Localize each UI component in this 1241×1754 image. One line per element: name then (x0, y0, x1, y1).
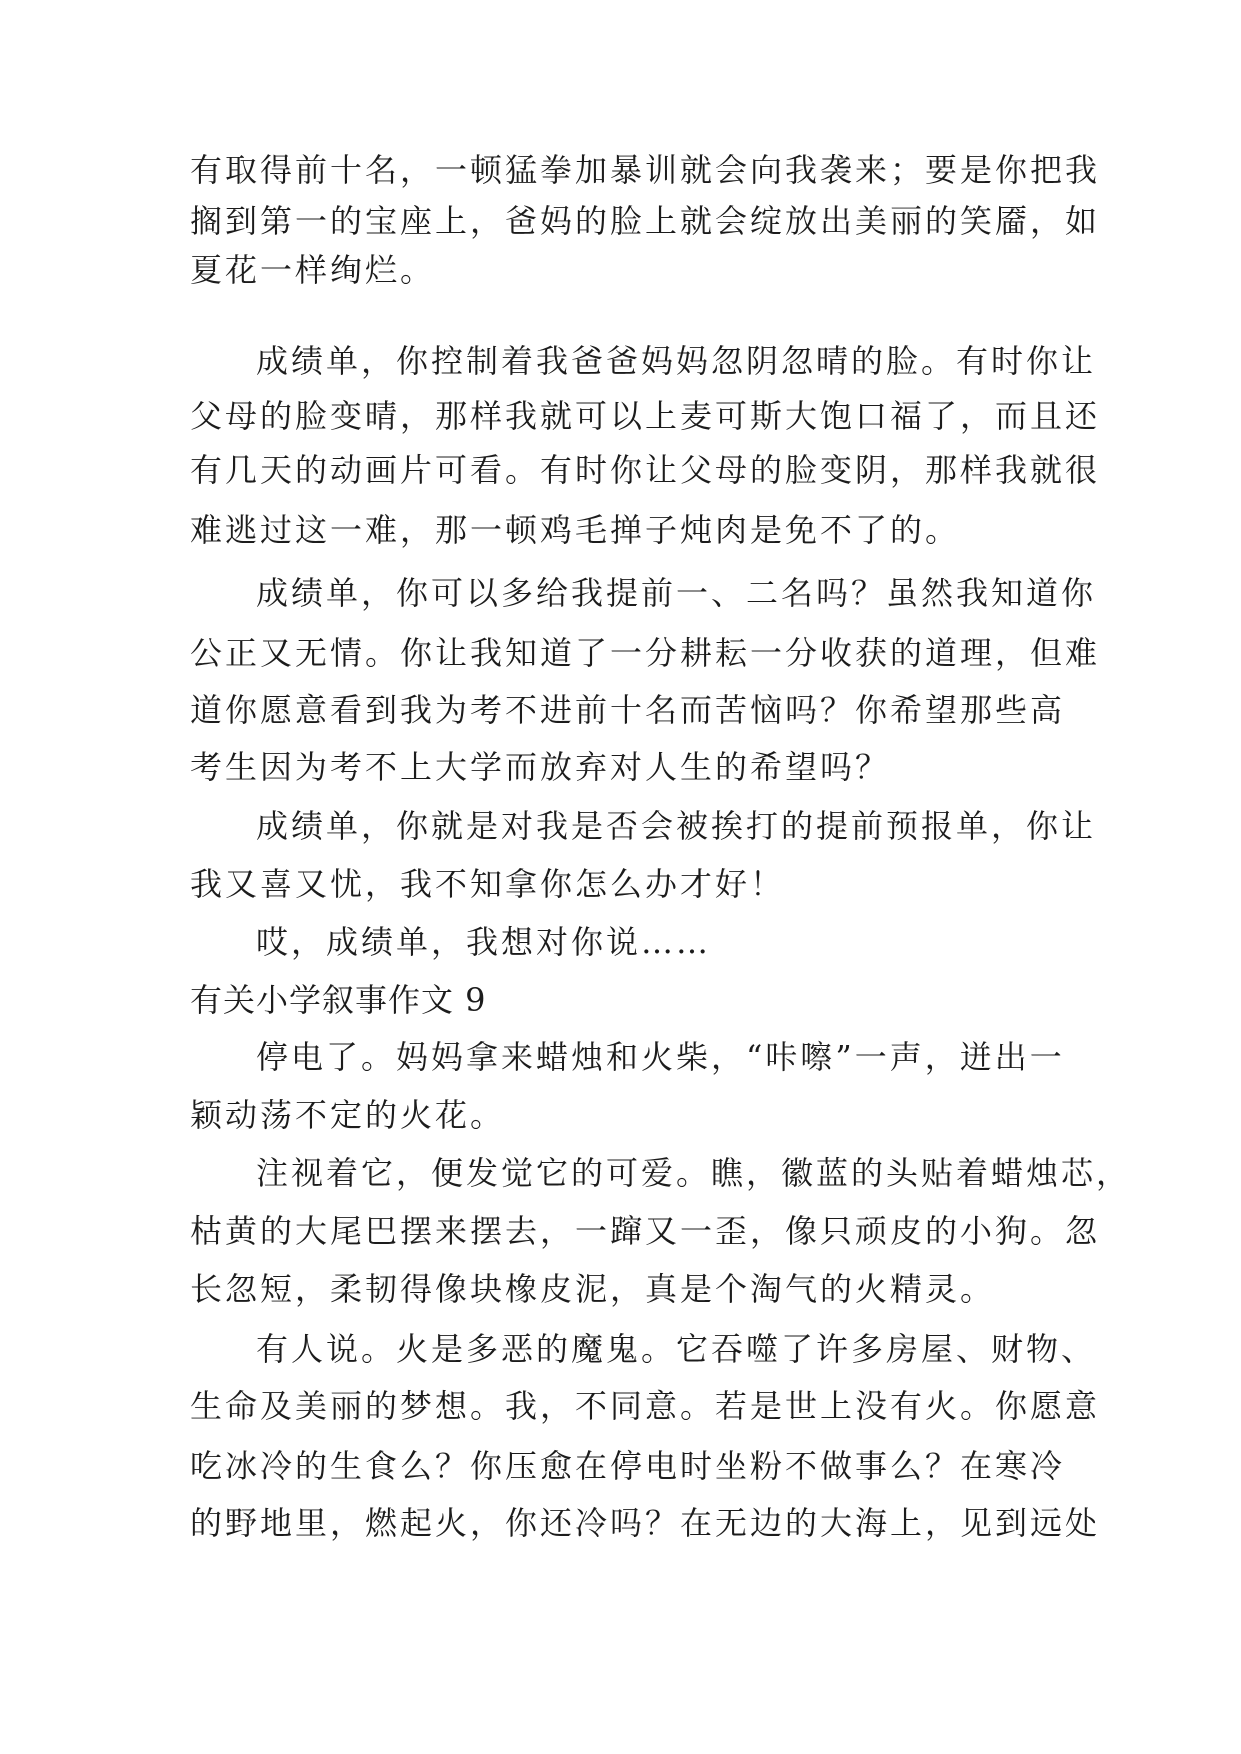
text-line: 公正又无情。你让我知道了一分耕耘一分收获的道理，但难 (190, 634, 1101, 672)
text-line: 枯黄的大尾巴摆来摆去，一蹿又一歪，像只顽皮的小狗。忽 (190, 1212, 1101, 1250)
text-line: 考生因为考不上大学而放弃对人生的希望吗？ (190, 748, 891, 786)
text-line: 长忽短，柔韧得像块橡皮泥，真是个淘气的火精灵。 (190, 1270, 996, 1308)
paragraph-first-line: 哎，成绩单，我想对你说…… (256, 923, 712, 961)
paragraph-first-line: 成绩单，你就是对我是否会被挨打的提前预报单，你让 (256, 807, 1097, 845)
text-line: 道你愿意看到我为考不进前十名而苦恼吗？你希望那些高 (190, 691, 1066, 729)
text-line: 夏花一样绚烂。 (190, 251, 436, 289)
text-line: 难逃过这一难，那一顿鸡毛掸子炖肉是免不了的。 (190, 511, 961, 549)
paragraph-first-line: 有人说。火是多恶的魔鬼。它吞噬了许多房屋、财物、 (256, 1330, 1097, 1368)
text-line: 的野地里，燃起火，你还冷吗？在无边的大海上，见到远处 (190, 1504, 1101, 1542)
text-line: 生命及美丽的梦想。我，不同意。若是世上没有火。你愿意 (190, 1387, 1101, 1425)
paragraph-first-line: 注视着它，便发觉它的可爱。瞧，徽蓝的头贴着蜡烛芯， (256, 1154, 1132, 1192)
text-line: 搁到第一的宝座上，爸妈的脸上就会绽放出美丽的笑靥，如 (190, 202, 1101, 240)
text-line: 有几天的动画片可看。有时你让父母的脸变阴，那样我就很 (190, 451, 1101, 489)
paragraph-first-line: 成绩单，你控制着我爸爸妈妈忽阴忽晴的脸。有时你让 (256, 342, 1097, 380)
paragraph-first-line: 成绩单，你可以多给我提前一、二名吗？虽然我知道你 (256, 574, 1097, 612)
text-line: 有取得前十名，一顿猛拳加暴训就会向我袭来；要是你把我 (190, 151, 1101, 189)
text-line: 吃冰冷的生食么？你压愈在停电时坐粉不做事么？在寒冷 (190, 1447, 1066, 1485)
text-line: 颖动荡不定的火花。 (190, 1096, 506, 1134)
text-line: 父母的脸变晴，那样我就可以上麦可斯大饱口福了，而且还 (190, 397, 1101, 435)
paragraph-first-line: 停电了。妈妈拿来蜡烛和火柴，“咔嚓”一声，迸出一 (256, 1038, 1065, 1076)
text-line: 我又喜又忧，我不知拿你怎么办才好！ (190, 865, 786, 903)
section-heading: 有关小学叙事作文 9 (190, 981, 487, 1019)
